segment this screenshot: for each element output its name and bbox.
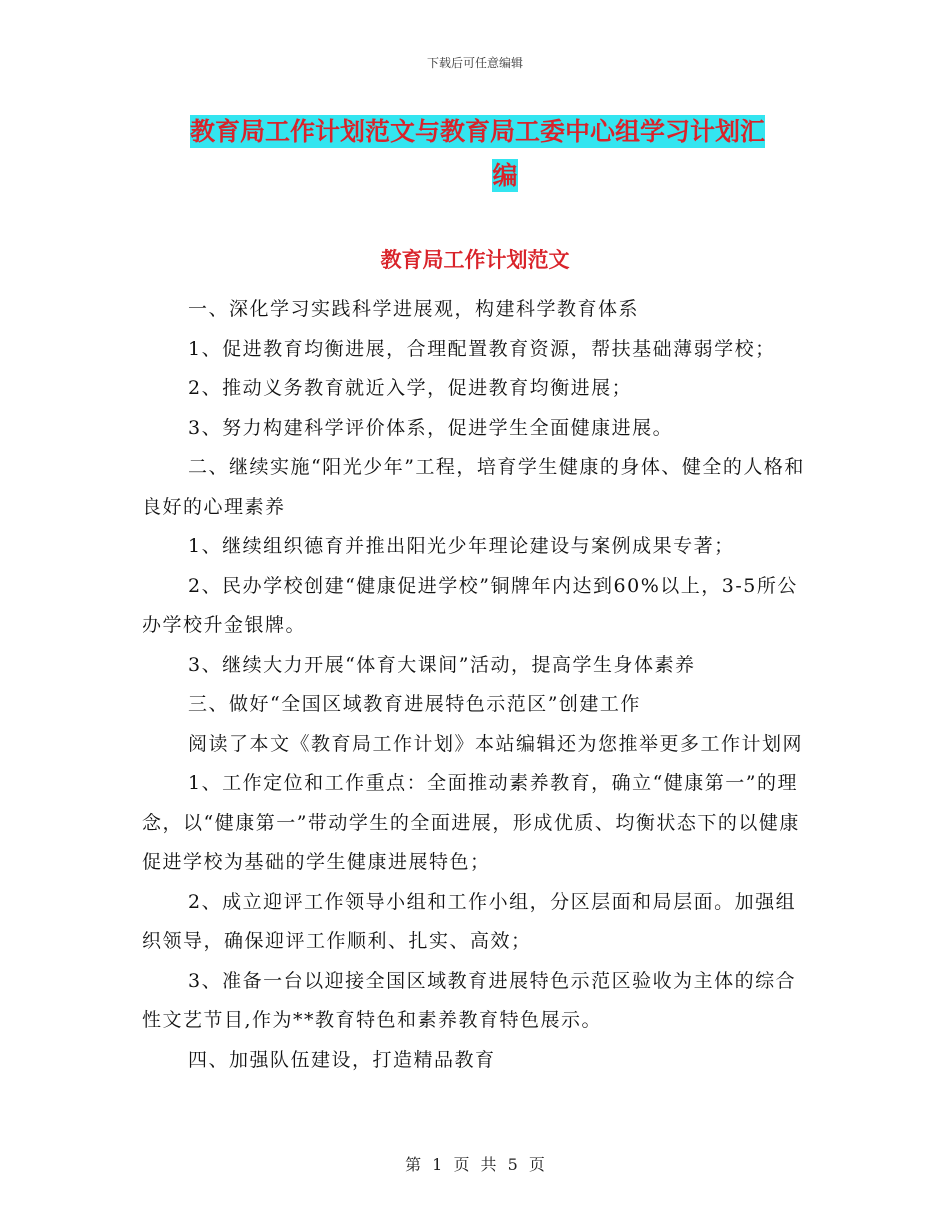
paragraph: 2、推动义务教育就近入学，促进教育均衡进展； (188, 377, 633, 399)
document-title (190, 110, 810, 198)
document-title-line-1: 教育局工作计划范文与教育局工委中心组学习计划汇 (190, 117, 766, 146)
paragraph: 1、工作定位和工作重点：全面推动素养教育，确立“健康第一”的理念，以“健康第一”带动学生的全面进展，形成优质、均衡状态下的以健康促进学校为基础的学生健康进展特色； (142, 772, 800, 873)
paragraph: 2、成立迎评工作领导小组和工作小组，分区层面和局层面。加强组织领导，确保迎评工作顺利、扎实、高效； (142, 890, 797, 952)
paragraph: 二、继续实施“阳光少年”工程，培育学生健康的身体、健全的人格和良好的心理素养 (142, 456, 805, 518)
paragraph: 2、民办学校创建“健康促进学校”铜牌年内达到60%以上，3-5所公办学校升金银牌。 (142, 574, 798, 636)
paragraph: 3、努力构建科学评价体系，促进学生全面健康进展。 (188, 416, 674, 439)
paragraph: 3、准备一台以迎接全国区域教育进展特色示范区验收为主体的综合性文艺节目,作为**教育特色和素养教育特色展示。 (142, 969, 797, 1031)
paragraph: 一、深化学习实践科学进展观，构建科学教育体系 (188, 298, 640, 320)
paragraph: 阅读了本文《教育局工作计划》本站编辑还为您推举更多工作计划网 (188, 732, 804, 755)
paragraph: 1、继续组织德育并推出阳光少年理论建设与案例成果专著； (188, 535, 735, 557)
section-title: 教育局工作计划范文 (380, 248, 570, 272)
document-title-line-2: 编 (492, 161, 518, 190)
header-note: 下载后可任意编辑 (426, 56, 523, 70)
paragraph: 1、促进教育均衡进展，合理配置教育资源，帮扶基础薄弱学校； (188, 337, 776, 360)
paragraph: 三、做好“全国区域教育进展特色示范区”创建工作 (188, 693, 641, 715)
document-body (142, 290, 810, 1080)
paragraph: 四、加强队伍建设，打造精品教育 (188, 1048, 496, 1071)
paragraph: 3、继续大力开展“体育大课间”活动，提高学生身体素养 (188, 653, 696, 676)
page-number-footer: 第 1 页 共 5 页 (405, 1155, 545, 1174)
